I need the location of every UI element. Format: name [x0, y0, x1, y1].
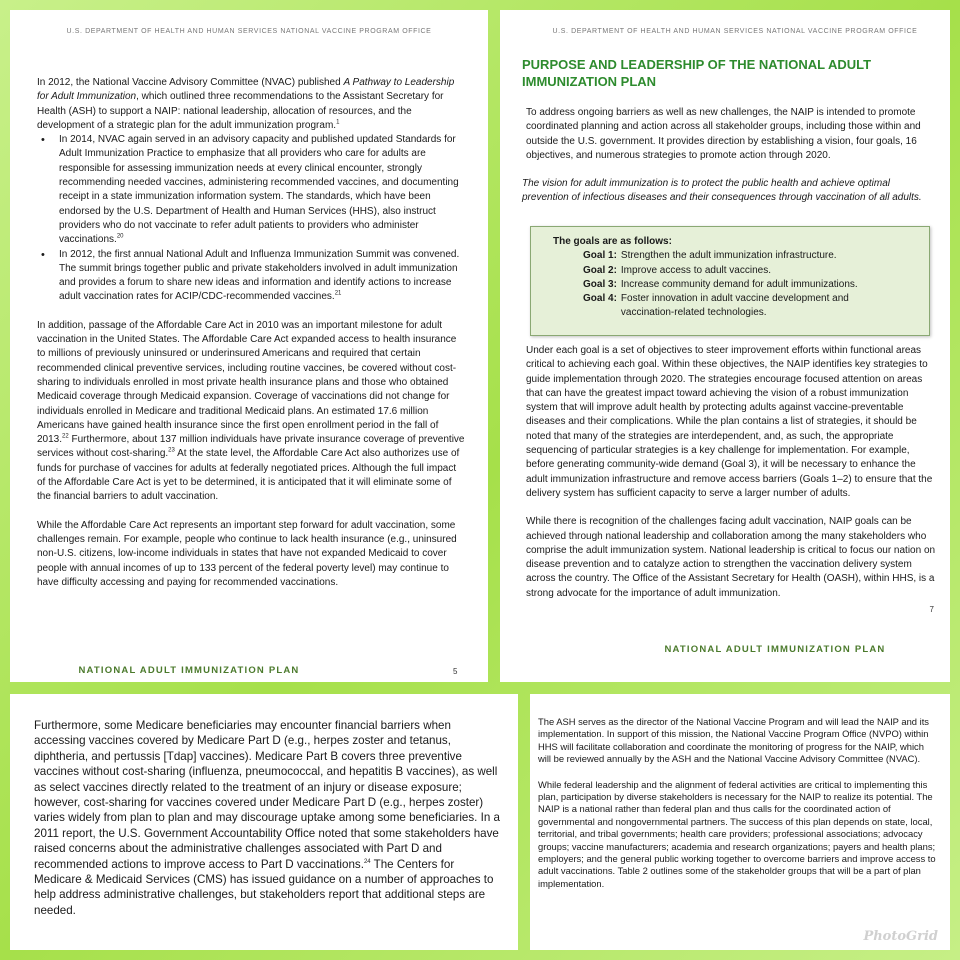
page-header: U.S. DEPARTMENT OF HEALTH AND HUMAN SERVICES NATIONAL VACCINE PROGRAM OFFICE	[552, 28, 918, 35]
stakeholders-paragraph: While federal leadership and the alignment of federal activities are critical to implementing this plan, participation by diverse stakeholders is necessary for the NAIP to realize its potential. The NAIP is a national rather than federal plan and thus calls for the coordinated action of governmental and nongovernmental partners. The success of this plan depends on state, local, territorial, and tribal governments; health care providers; professional associations; advocacy groups; vaccine manufacturers; academia and research organizations; payers and health plans; employers; and the general public working together to overcome barriers and improve access to adult vaccinations. Table 2 outlines some of the stakeholder groups that will be a part of plan implementation.	[538, 778, 936, 889]
goal-item: Goal 2: Improve access to adult vaccines.	[583, 264, 771, 276]
goals-box	[530, 226, 930, 336]
page-body-top	[522, 106, 934, 206]
goal-item: Goal 1: Strengthen the adult immunization infrastructure.	[583, 250, 837, 262]
purpose-paragraph: To address ongoing barriers as well as new challenges, the NAIP is intended to promote coordinated planning and action across all stakeholder groups, including those within and outside the U.S. government. It provides direction by establishing a vision, four goals, 16 objectives, and numerous strategies to promote action through 2020.	[526, 107, 921, 161]
page-header: U.S. DEPARTMENT OF HEALTH AND HUMAN SERVICES NATIONAL VACCINE PROGRAM OFFICE	[66, 28, 432, 35]
document-page-ash	[530, 694, 950, 950]
page-footer-title: NATIONAL ADULT IMMUNIZATION PLAN	[664, 644, 886, 655]
page-body	[34, 718, 502, 918]
objectives-paragraph: Under each goal is a set of objectives to steer improvement efforts within functional areas critical to achieving each goal. Within these objectives, the NAIP identifies key strategies to guide implementation through 2020. The strategies encourage focused attention on areas that can have the greatest impact toward achieving the vision of a robust immunization system that will improve adult health by protecting adults against vaccine-preventable diseases and their complications. While the plan contains a list of strategies, it should be noted that many of the strategies are interdependent, and, as such, the appropriate sequencing of particular strategies is a key challenge for implementation. For example, before generating community-wide demand (Goal 3), it will be necessary to enhance the adult immunization infrastructure and remove access barriers (Goals 1–2) to ensure that the delivery system has sufficient capacity to serve a larger number of adults.	[526, 345, 933, 499]
page-number: 7	[929, 605, 934, 614]
document-page-5	[10, 10, 488, 682]
challenges-paragraph: While the Affordable Care Act represents an important step forward for adult vaccination, some challenges remain. For example, people who continue to lack health insurance (e.g., uninsured non-U.S. citizens, low-income individuals in states that have not expanded Medicaid to cover people with annual incomes of up to 133 percent of the federal poverty level) may continue to have difficulty accessing and paying for recommended vaccinations.	[37, 519, 457, 588]
aca-paragraph: In addition, passage of the Affordable Care Act in 2010 was an important milestone for adult vaccination in the United States. The Affordable Care Act expanded access to health insurance to millions of previously uninsured or underinsured Americans and required that certain recommended clinical preventive services, including routine vaccines, be covered without cost-sharing to individuals enrolled in most private health insurance plans and those who obtained Medicaid coverage through Medicaid expansion. Coverage of vaccinations did not change for individuals enrolled in Medicare and traditional Medicaid plans. An estimated 17.6 million Americans have gained health insurance since the first open enrollment period in the fall of 2013.22 Furthermore, about 137 million individuals have private insurance coverage of preventive services without cost-sharing.$^{23}$ At the state level, the Affordable Care Act also authorizes use of funds for purchase of vaccines for adults at federally negotiated prices. Although the full impact of the Affordable Care Act is yet to be determined, it is anticipated that it will eliminate some of the financial barriers to adult vaccination.	[37, 319, 465, 503]
vision-statement: The vision for adult immunization is to protect the public health and achieve optimal prevention of infectious diseases and their consequences through vaccination of all adults.	[522, 178, 922, 204]
bullet-list	[37, 133, 466, 305]
leadership-paragraph: While there is recognition of the challenges facing adult vaccination, NAIP goals can be achieved through national leadership and collaboration among the many stakeholders who comprise the adult immunization system. National leadership is critical to focus our nation on disease prevention and to catalyze action to strengthen the vaccination delivery system across the country. The Office of the Assistant Secretary for Health (OASH), within HHS, is a strong advocate for the importance of adult immunization.	[526, 516, 936, 599]
bullet-item: • In 2012, the first annual National Adult and Influenza Immunization Summit was convened. The summit brings together public and private stakeholders involved in adult immunization and provides a forum to share new ideas and information and identify actions to increase adult vaccination rates for ACIP/CDC-recommended vaccines.$^{21}$	[37, 248, 466, 305]
medicare-paragraph: Furthermore, some Medicare beneficiaries may encounter financial barriers when accessing vaccines covered by Medicare Part D (e.g., herpes zoster and tetanus, diphtheria, and pertussis [Tdap] vaccines). Medicare Part B covers three preventive vaccines without cost-sharing (influenza, pneumococcal, and hepatitis B vaccines), as well as select vaccines directly related to the treatment of an injury or disease exposure; however, cost-sharing for vaccines covered under Medicare Part D (e.g., herpes zoster) varies widely from plan to plan and may discourage uptake among some beneficiaries. In a 2011 report, the U.S. Government Accountability Office noted that some stakeholders have raised concerns about the administrative challenges associated with Part D and recommended actions to improve access to Part D vaccinations.$^{24}$ The Centers for Medicare & Medicaid Services (CMS) has issued guidance on a number of approaches to help address administrative challenges, but stakeholders report that additional steps are needed.	[34, 719, 500, 917]
page-body	[538, 716, 938, 890]
bullet-item: • In 2014, NVAC again served in an advisory capacity and published updated Standards for Adult Immunization Practice to emphasize that all providers who care for adults are responsible for assessing immunization needs at every clinical encounter, strongly recommending needed vaccines, administering recommended vaccines, and documenting receipt in a state immunization information system. The standards, which have been endorsed by the U.S. Department of Health and Human Services (HHS), also instruct providers who do not vaccinate to refer adult patients to providers who administer vaccinations.$^{20}$	[37, 133, 466, 247]
collage-watermark: PhotoGrid	[863, 929, 938, 944]
page-body-bottom	[526, 344, 936, 601]
document-page-7	[500, 10, 950, 682]
page-number: 5	[453, 667, 458, 676]
document-page-medicare	[10, 694, 518, 950]
page-body	[37, 76, 466, 590]
section-heading: PURPOSE AND LEADERSHIP OF THE NATIONAL ADULT IMMUNIZATION PLAN	[522, 57, 872, 89]
goal-item: Goal 3: Increase community demand for adult immunizations.	[583, 278, 858, 290]
goals-title: The goals are as follows:	[553, 236, 672, 247]
goal-item: Goal 4: Foster innovation in adult vaccine development and vaccination-related technologies.	[583, 293, 849, 319]
page-footer-title: NATIONAL ADULT IMMUNIZATION PLAN	[78, 665, 300, 676]
ash-paragraph: The ASH serves as the director of the National Vaccine Program and will lead the NAIP and its implementation. In support of this mission, the National Vaccine Program Office (NVPO) within HHS will facilitate collaboration and coordinate the monitoring of progress for the NAIP, which will be reviewed annually by the ASH and the National Vaccine Advisory Committee (NVAC).	[538, 716, 929, 765]
intro-paragraph: In 2012, the National Vaccine Advisory Committee (NVAC) published A Pathway to Leadership for Adult Immunization, which outlined three recommendations to the Assistant Secretary for Health (ASH) to support a NAIP: national leadership, allocation of resources, and the development of a strategic plan for the adult immunization program.$^1$	[37, 77, 455, 131]
